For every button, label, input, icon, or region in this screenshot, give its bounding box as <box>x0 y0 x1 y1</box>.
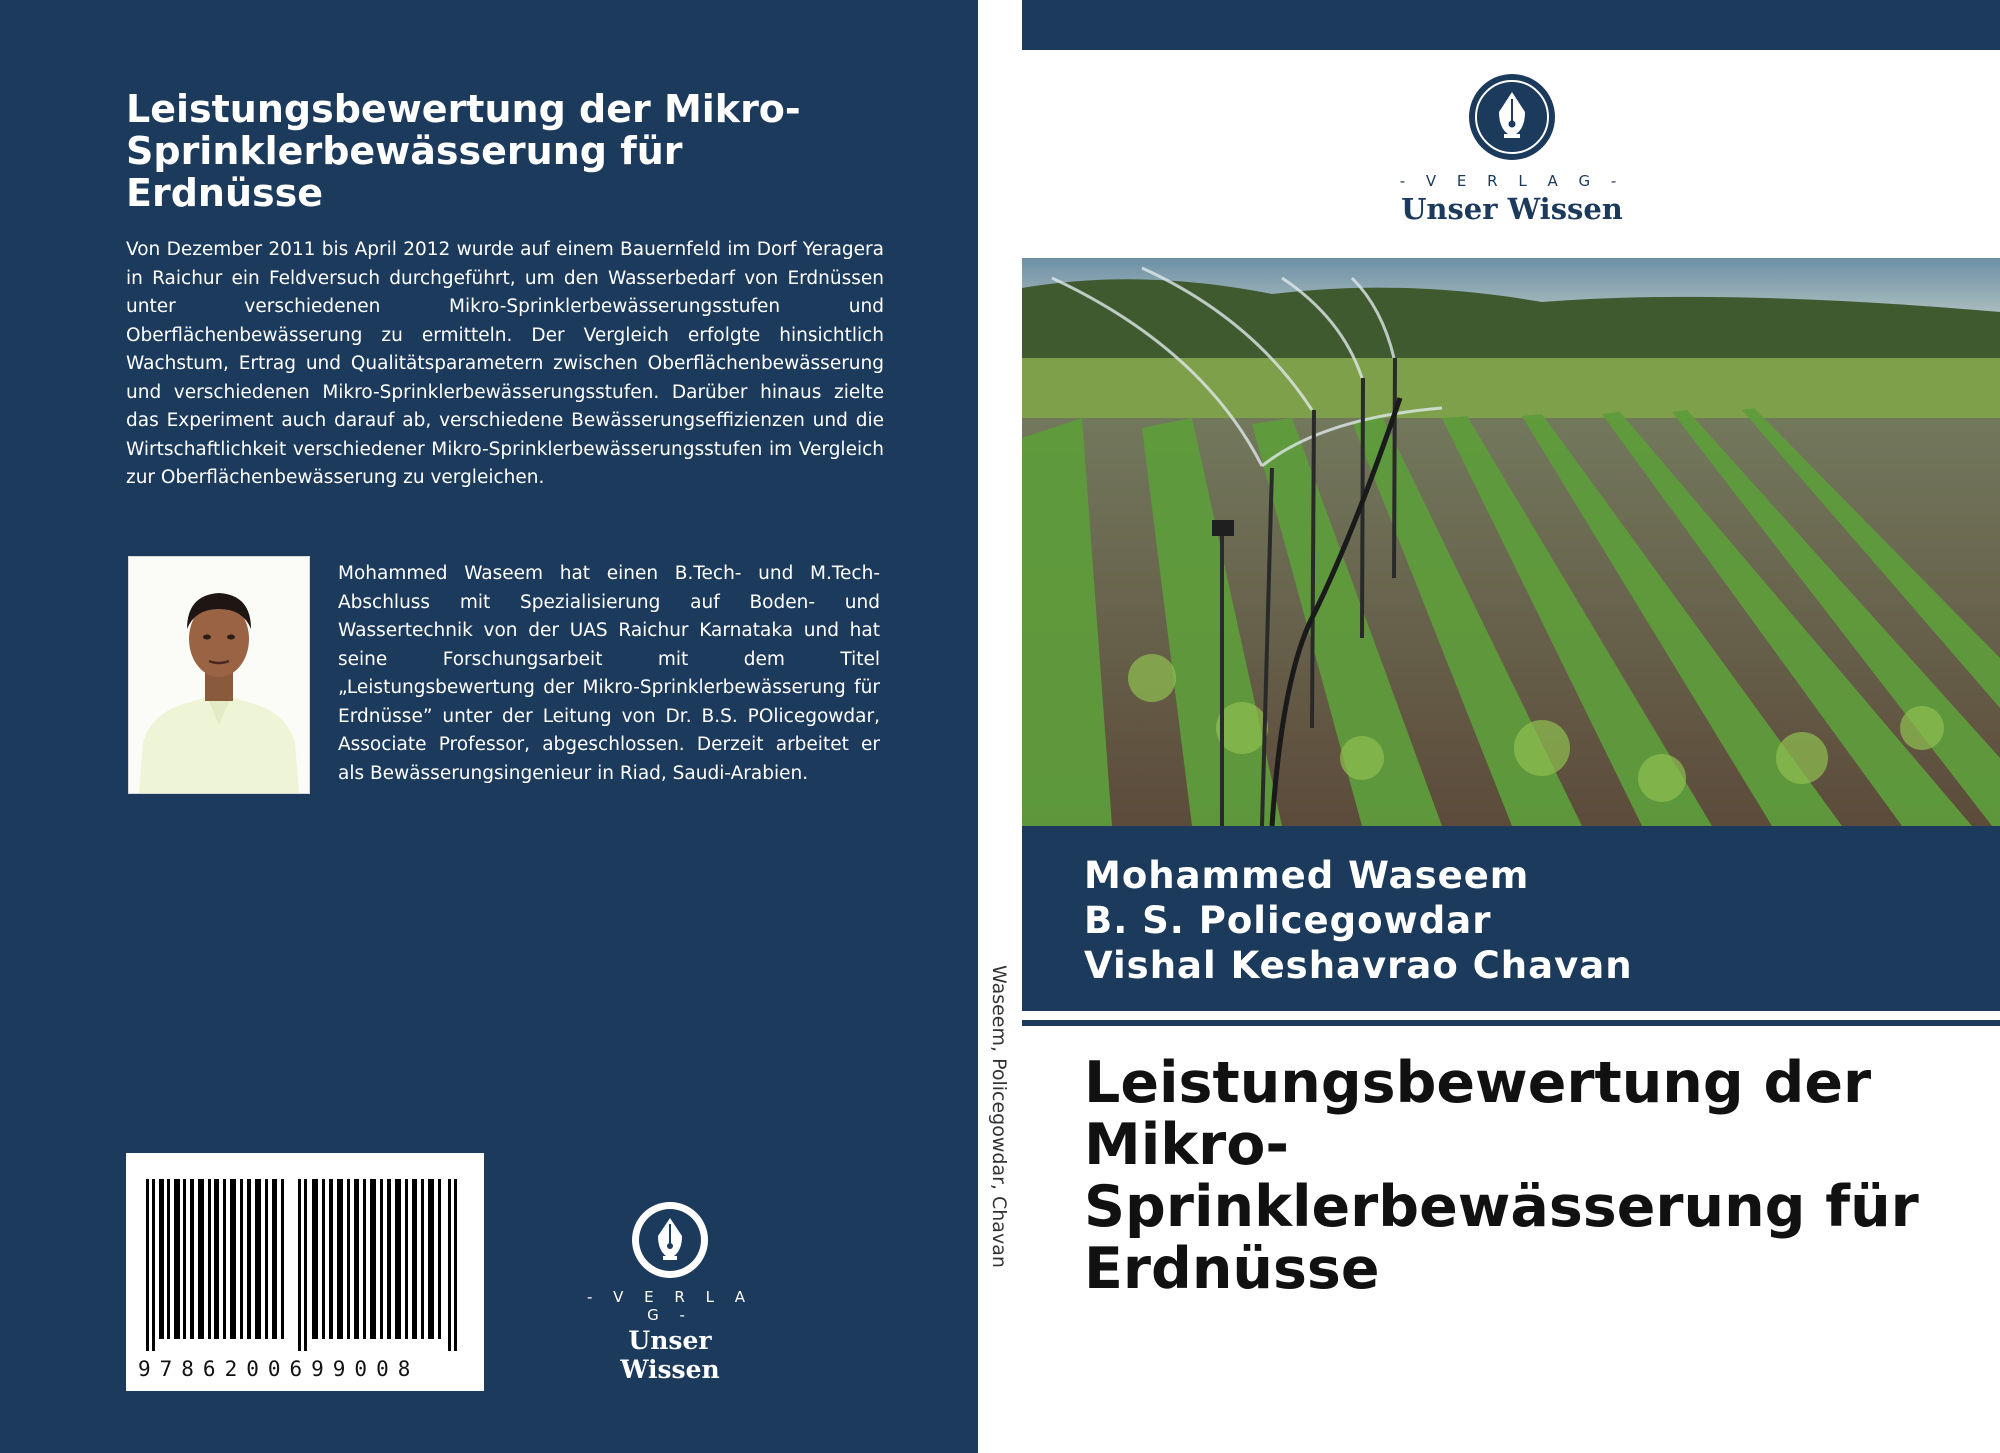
barcode-number: 9786200699008 <box>138 1357 420 1381</box>
back-publisher-tag: - V E R L A G - <box>586 1288 754 1324</box>
front-top-bar <box>1022 0 2000 50</box>
back-cover-description: Von Dezember 2011 bis April 2012 wurde auf einem Bauernfeld im Dorf Yeragera in Raichur ein Feldversuch durchgeführt, um den Wasserbedarf von Erdnüssen unter verschiedenen Mikro-Sprinklerbewässerungsstufen und Oberflächenbewässerung zu ermitteln. Der Vergleich erfolgte hinsichtlich Wachstum, Ertrag und Qualitätsparametern zwischen Oberflächenbewässerung und verschiedenen Mikro-Sprinklerbewässerungsstufen. Darüber hinaus zielte das Experiment auch darauf ab, verschiedene Bewässerungseffizienzen und die Wirtschaftlichkeit verschiedener Mikro-Sprinklerbewässerungsstufen im Vergleich zur Oberflächenbewässerung zu vergleichen. <box>126 239 884 488</box>
fountain-pen-nib-icon <box>630 1200 710 1280</box>
barcode-icon <box>126 1153 484 1353</box>
author-biography: Mohammed Waseem hat einen B.Tech- und M.Tech-Abschluss mit Spezialisierung auf Boden- und Wassertechnik von der UAS Raichur Karnataka und hat seine Forschungsarbeit mit dem Titel „Leistungsbewertung der Mikro-Sprinklerbewässerung für Erdnüsse” unter der Leitung von Dr. B.S. POlicegowdar, Associate Professor, abgeschlossen. Derzeit arbeitet er als Bewässerungsingenieur in Riad, Saudi-Arabien. <box>338 563 880 784</box>
author-name-2: B. S. Policegowdar <box>1084 899 1492 942</box>
front-publisher-tag: - V E R L A G - <box>1399 172 1625 190</box>
author-portrait-image <box>129 557 309 793</box>
barcode <box>126 1153 484 1391</box>
sprinkler-field-image <box>1022 258 2000 826</box>
title-divider <box>1022 1020 2000 1026</box>
front-publisher-logo <box>1362 72 1662 226</box>
cover-photo-sprinkler-field <box>1022 258 2000 826</box>
fountain-pen-nib-icon <box>1467 72 1557 162</box>
back-publisher-logo <box>580 1200 760 1384</box>
back-cover <box>0 0 978 1453</box>
author-name-3: Vishal Keshavrao Chavan <box>1084 944 1633 987</box>
front-cover <box>1022 0 2000 1453</box>
back-cover-title: Leistungsbewertung der Mikro-Sprinklerbewässerung für Erdnüsse <box>126 87 801 215</box>
authors-band <box>1022 826 2000 1011</box>
front-cover-title: Leistungsbewertung der Mikro-Sprinklerbewässerung für Erdnüsse <box>1084 1050 1919 1302</box>
author-name-1: Mohammed Waseem <box>1084 854 1530 897</box>
spine-authors: Waseem, Policegowdar, Chavan <box>988 965 1010 1268</box>
back-publisher-name: Unser Wissen <box>620 1326 720 1384</box>
front-publisher-name: Unser Wissen <box>1401 192 1623 226</box>
author-photo <box>128 556 310 794</box>
